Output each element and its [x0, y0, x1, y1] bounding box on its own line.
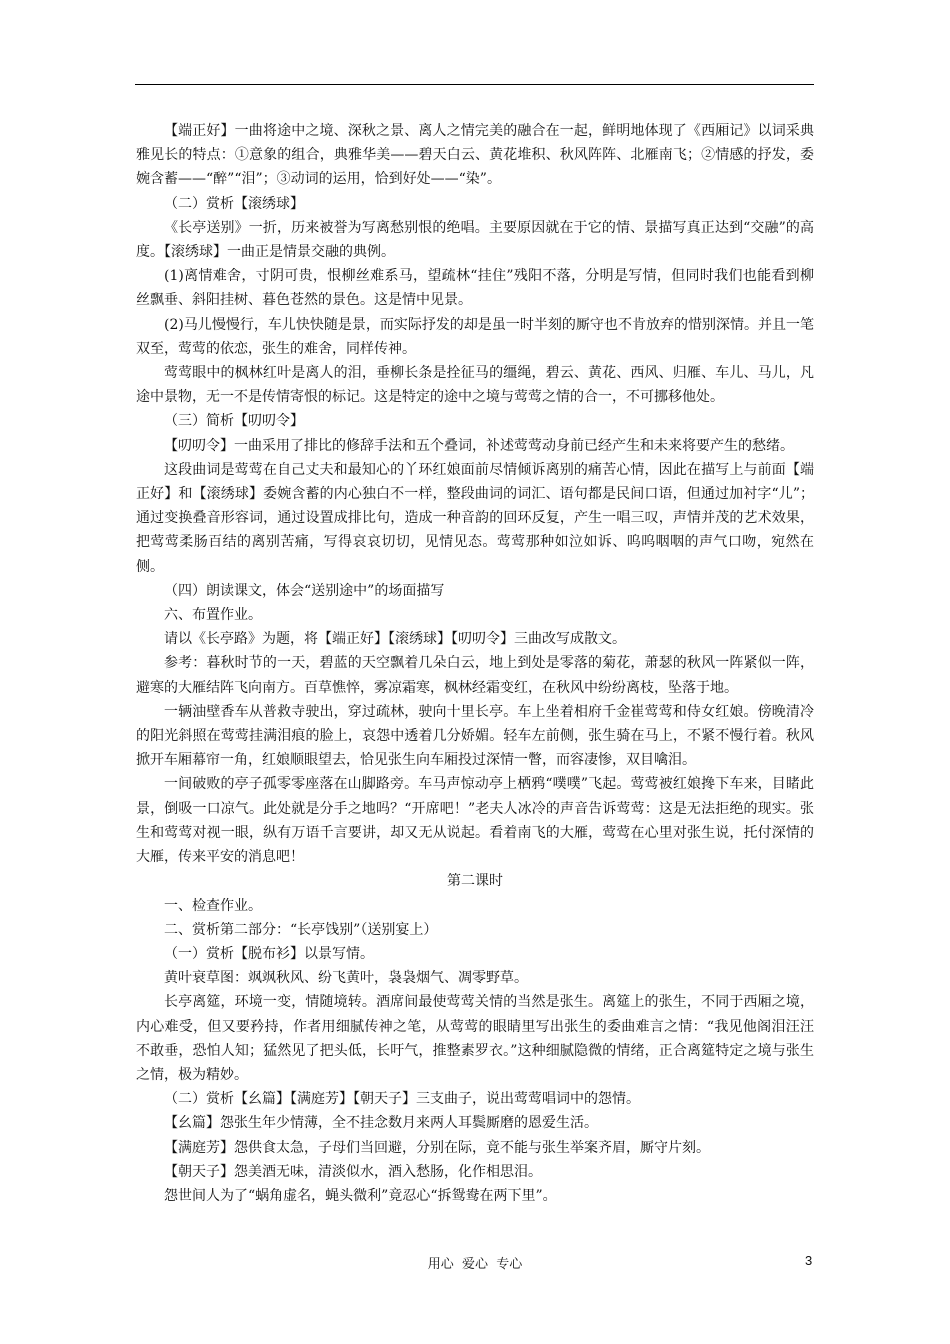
paragraph: 《长亭送别》一折，历来被誉为写离愁别恨的绝唱。主要原因就在于它的情、景描写真正达到“交融”的高度。【滚绣球】一曲正是情景交融的典例。: [136, 219, 814, 261]
paragraph: 一间破败的亭子孤零零座落在山脚路旁。车马声惊动亭上栖鸦“噗噗”飞起。莺莺被红娘搀下车来，目睹此景，倒吸一口凉气。此处就是分手之地吗？“开席吧！”老夫人冰冷的声音告诉莺莺：这是无法拒绝的现实。张生和莺莺对视一眼，纵有万语千言要讲，却又无从说起。看着南飞的大雁，莺莺在心里对张生说，托付深情的大雁，传来平安的消息吧！: [136, 776, 814, 866]
paragraph: (1)离情难舍，寸阴可贵，恨柳丝难系马，望疏林“挂住”残阳不落，分明是写情，但同时我们也能看到柳丝飘垂、斜阳挂树、暮色苍然的景色。这是情中见景。: [136, 268, 814, 309]
document-body: [136, 119, 814, 1208]
paragraph: 【叨叨令】一曲采用了排比的修辞手法和五个叠词，补述莺莺动身前已经产生和未来将要产生的愁绪。: [164, 437, 794, 454]
section-heading: （二）赏析【滚绣球】: [164, 195, 304, 212]
section-heading: （二）赏析【幺篇】【满庭芳】【朝天子】三支曲子，说出莺莺唱词中的怨情。: [164, 1091, 640, 1108]
section-heading: （一）赏析【脱布衫】以景写情。: [164, 945, 374, 962]
footer-motto: 用心 爱心 专心: [427, 1257, 523, 1272]
paragraph: 怨世间人为了“蜗角虚名，蝇头微利”竟忍心“拆鸳鸯在两下里”。: [164, 1187, 557, 1204]
paragraph: 参考：暮秋时节的一天，碧蓝的天空飘着几朵白云，地上到处是零落的菊花，萧瑟的秋风一阵紧似一阵，避寒的大雁结阵飞向南方。百草憔悴，雾凉霜寒，枫林经霜变红，在秋风中纷纷离枝，坠落于地。: [136, 655, 814, 696]
section-heading: 一、检查作业。: [164, 897, 262, 914]
paragraph: 莺莺眼中的枫林红叶是离人的泪，垂柳长条是拴征马的缰绳，碧云、黄花、西风、归雁、车儿、马儿，凡途中景物，无一不是传情寄恨的标记。这是特定的途中之境与莺莺之情的合一，不可挪移他处。: [136, 365, 814, 406]
paragraph: 一辆油壁香车从普救寺驶出，穿过疏林，驶向十里长亭。车上坐着相府千金崔莺莺和侍女红娘。傍晚清冷的阳光斜照在莺莺挂满泪痕的脸上，哀怨中透着几分娇媚。轻车左前侧，张生骑在马上，不紧不慢行着。秋风掀开车厢幕帘一角，红娘顺眼望去，恰见张生向车厢投过深情一瞥，而容凄惨，双目噙泪。: [136, 703, 814, 769]
paragraph: 【朝天子】怨美酒无味，清淡似水，酒入愁肠，化作相思泪。: [164, 1163, 542, 1180]
paragraph: 长亭离筵，环境一变，情随境转。酒席间最使莺莺关情的当然是张生。离筵上的张生，不同于西厢之境，内心难受，但又要矜持，作者用细腻传神之笔，从莺莺的眼睛里写出张生的委曲难言之情：“我见他阁泪汪汪不敢垂，恐怕人知；猛然见了把头低，长吁气，推整素罗衣。”这种细腻隐微的情绪，正合离筵特定之境与张生之情，极为精妙。: [136, 994, 814, 1083]
section-heading: （三）简析【叨叨令】: [164, 413, 304, 430]
section-heading: 六、布置作业。: [164, 607, 262, 624]
page-number: 3: [805, 1253, 813, 1268]
header-rule: [135, 84, 814, 85]
paragraph: 黄叶衰草图：飒飒秋风、纷飞黄叶，袅袅烟气、凋零野草。: [164, 970, 528, 987]
paragraph: 这段曲词是莺莺在自己丈夫和最知心的丫环红娘面前尽情倾诉离别的痛苦心情，因此在描写上与前面【端正好】和【滚绣球】委婉含蓄的内心独白不一样，整段曲词的词汇、语句都是民间口语，但通过加衬字“儿”；通过变换叠音形容词，通过设置成排比句，造成一种音韵的回环反复，产生一唱三叹，声情并茂的艺术效果，把莺莺柔肠百结的离别苦痛，写得哀哀切切，见情见态。莺莺那种如泣如诉、呜呜咽咽的声气口吻，宛然在侧。: [136, 461, 814, 575]
section-heading: （四）朗读课文，体会“送别途中”的场面描写: [164, 582, 445, 599]
paragraph: 请以《长亭路》为题，将【端正好】【滚绣球】【叨叨令】三曲改写成散文。: [164, 631, 626, 648]
lesson-title: 第二课时: [447, 873, 503, 890]
paragraph: 【满庭芳】怨供食太急，子母们当回避，分别在际，竟不能与张生举案齐眉，厮守片刻。: [164, 1139, 710, 1156]
paragraph: 【端正好】一曲将途中之境、深秋之景、离人之情完美的融合在一起，鲜明地体现了《西厢记》以词采典雅见长的特点：①意象的组合，典雅华美——碧天白云、黄花堆积、秋风阵阵、北雁南飞；②情感的抒发，委婉含蓄——“醉”“泪”；③动词的运用，恰到好处——“染”。: [136, 123, 814, 188]
paragraph: 【幺篇】怨张生年少情薄，全不挂念数月来两人耳鬓厮磨的恩爱生活。: [164, 1115, 598, 1132]
paragraph: (2)马儿慢慢行，车儿快快随是景，而实际抒发的却是虽一时半刻的厮守也不肯放弃的惜别深情。并且一笔双至，莺莺的依恋，张生的难舍，同样传神。: [136, 316, 814, 357]
section-heading: 二、赏析第二部分：“长亭饯别”（送别宴上）: [164, 921, 438, 938]
